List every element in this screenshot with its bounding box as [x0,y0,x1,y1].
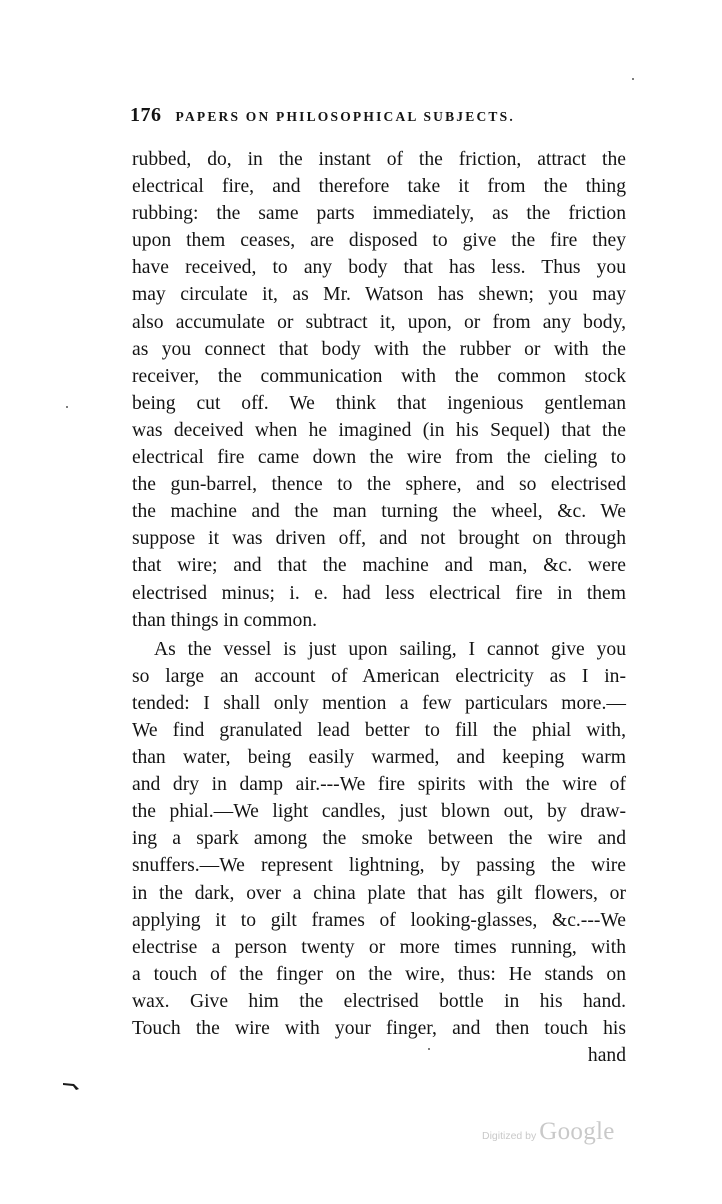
catchword: hand [587,1045,626,1067]
text-line: rubbed, do, in the instant of the friction, attract the [132,149,626,170]
page-header [130,104,626,132]
text-line: snuffers.—We represent lightning, by passing the wire [132,855,626,877]
text-line: applying it to gilt frames of looking-glasses, &c.---We [132,909,626,931]
text-line: ing a spark among the smoke between the wire and [132,828,626,850]
text-line: electrise a person twenty or more times running, with [132,936,626,958]
text-line: tended: I shall only mention a few particulars more.— [132,692,626,714]
text-line: rubbing: the same parts immediately, as the friction [132,203,626,225]
text-line: As the vessel is just upon sailing, I cannot give you [154,638,626,660]
text-line: as you connect that body with the rubber or with the [132,338,626,360]
text-line: We find granulated lead better to fill the phial with, [132,719,626,741]
text-line: may circulate it, as Mr. Watson has shewn; you may [132,284,626,306]
google-logo: Google [539,1118,615,1145]
digitized-watermark [482,1118,615,1146]
text-line: electrical fire, and therefore take it from the thing [132,176,626,198]
running-head: PAPERS ON PHILOSOPHICAL SUBJECTS. [175,109,515,124]
text-line: the phial.—We light candles, just blown out, by draw- [132,801,626,823]
text-line: wax. Give him the electrised bottle in his hand. [132,990,626,1012]
text-line: upon them ceases, are disposed to give the fire they [132,230,626,252]
text-line: electrised minus; i. e. had less electrical fire in them [132,582,626,604]
ink-mark-icon [62,1080,82,1092]
watermark-prefix: Digitized by [482,1130,537,1142]
text-line: than water, being easily warmed, and keeping warm [132,747,626,769]
text-line: a touch of the finger on the wire, thus: He stands on [132,963,626,985]
text-line: being cut off. We think that ingenious gentleman [132,392,626,414]
text-line: electrical fire came down the wire from the cieling to [132,447,626,469]
paper-speck [632,78,634,80]
text-line: the gun-barrel, thence to the sphere, and so electrised [132,474,626,496]
text-line: suppose it was driven off, and not brought on through [132,528,626,550]
text-line: that wire; and that the machine and man, &c. were [132,555,626,577]
paper-speck [428,1048,430,1050]
text-line: Touch the wire with your finger, and then touch his [132,1018,626,1039]
text-line: so large an account of American electricity as I in- [132,665,626,687]
text-line: have received, to any body that has less. Thus you [132,257,626,279]
text-line: receiver, the communication with the common stock [132,365,626,387]
page-number: 176 [130,104,162,126]
paper-speck [66,406,68,408]
body-text [132,146,626,1069]
text-line: in the dark, over a china plate that has gilt flowers, or [132,882,626,904]
text-line: also accumulate or subtract it, upon, or from any body, [132,311,626,333]
text-line: was deceived when he imagined (in his Sequel) that the [132,419,626,441]
text-line: and dry in damp air.---We fire spirits with the wire of [132,774,626,796]
text-line: the machine and the man turning the wheel, &c. We [132,501,626,523]
text-line: than things in common. [132,609,318,631]
